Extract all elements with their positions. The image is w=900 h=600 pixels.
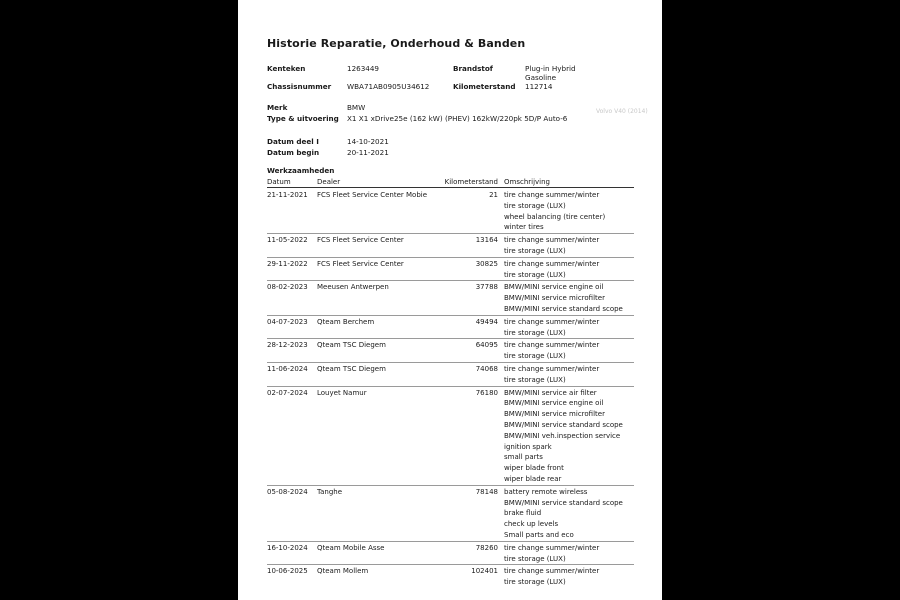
row-dealer: Qteam Berchem [317,317,375,326]
description-line: tire storage (LUX) [504,270,566,279]
description-line: tire change summer/winter [504,236,600,245]
row-date: 21-11-2021 [267,191,308,199]
row-description [504,339,634,362]
row-km: 64095 [475,341,498,350]
description-line: tire storage (LUX) [504,352,566,361]
row-description [504,387,634,485]
table-row [267,315,634,339]
row-date: 10-06-2025 [267,567,308,576]
row-km: 78260 [475,543,498,552]
table-row [267,338,634,362]
row-description [504,281,634,314]
description-line: BMW/MINI service microfilter [504,410,605,419]
row-dealer: Louyet Namur [317,388,367,397]
document-page [238,0,662,600]
col-desc: Omschrijving [504,178,550,186]
row-dealer: Meeusen Antwerpen [317,283,389,292]
row-dealer: Qteam Mobile Asse [317,543,385,552]
description-line: Small parts and eco [504,530,574,539]
chassisnummer-value: WBA71AB0905U34612 [347,82,430,91]
brandstof-value-line2: Gasoline [525,73,557,82]
row-dealer: Qteam TSC Diegem [317,341,386,350]
faded-vehicle-tag: Volvo V40 (2014) [596,108,648,115]
table-row [267,362,634,386]
brandstof-value-line1: Plug-in Hybrid [525,64,576,73]
row-dealer: Qteam Mollem [317,567,369,576]
description-line: tire change summer/winter [504,543,600,552]
kenteken-value: 1263449 [347,64,380,73]
type-label: Type & uitvoering [267,114,339,123]
datum-begin-value: 20-11-2021 [347,148,389,157]
description-line: BMW/MINI service engine oil [504,399,604,408]
chassisnummer-label: Chassisnummer [267,82,332,91]
row-date: 11-06-2024 [267,364,308,373]
table-row [267,233,634,257]
table-row [267,564,634,588]
col-km: Kilometerstand [444,178,498,186]
col-dealer: Dealer [317,178,341,186]
description-line: winter tires [504,223,544,232]
description-line: BMW/MINI service standard scope [504,498,623,507]
row-km: 78148 [475,487,498,496]
row-description [504,189,634,233]
description-line: tire storage (LUX) [504,201,566,210]
brandstof-label: Brandstof [453,64,493,73]
row-dealer: FCS Fleet Service Center [317,259,404,268]
description-line: wheel balancing (tire center) [504,212,606,221]
description-line: check up levels [504,520,559,529]
col-datum: Datum [267,178,291,186]
section-title: Werkzaamheden [267,166,335,175]
row-description [504,363,634,386]
row-dealer: FCS Fleet Service Center Mobie [317,191,428,199]
table-row [267,485,634,541]
description-line: BMW/MINI service standard scope [504,420,623,429]
merk-value: BMW [347,103,366,112]
datum-deel-label: Datum deel I [267,137,319,146]
row-description [504,542,634,565]
description-line: BMW/MINI service standard scope [504,304,623,313]
table-row [267,257,634,281]
row-date: 05-08-2024 [267,487,308,496]
row-km: 76180 [475,388,498,397]
table-row [267,386,634,485]
merk-label: Merk [267,103,288,112]
description-line: tire change summer/winter [504,317,600,326]
work-table [267,189,634,588]
description-line: BMW/MINI service air filter [504,388,597,397]
description-line: tire change summer/winter [504,259,600,268]
description-line: tire change summer/winter [504,191,600,199]
description-line: tire storage (LUX) [504,554,566,563]
row-km: 21 [489,191,498,199]
row-description [504,316,634,339]
table-row [267,189,634,233]
row-date: 16-10-2024 [267,543,308,552]
description-line: tire change summer/winter [504,341,600,350]
description-line: small parts [504,453,543,462]
row-dealer: Qteam TSC Diegem [317,364,386,373]
table-header [267,178,634,188]
description-line: ignition spark [504,442,552,451]
row-km: 102401 [471,567,498,576]
row-description [504,234,634,257]
row-description [504,486,634,541]
row-km: 74068 [475,364,498,373]
description-line: tire storage (LUX) [504,246,566,255]
datum-deel-value: 14-10-2021 [347,137,389,146]
row-date: 02-07-2024 [267,388,308,397]
row-km: 13164 [475,236,498,245]
row-km: 49494 [475,317,498,326]
kenteken-label: Kenteken [267,64,306,73]
row-date: 29-11-2022 [267,259,308,268]
description-line: wiper blade rear [504,474,562,483]
description-line: brake fluid [504,509,542,518]
kilometerstand-label: Kilometerstand [453,82,516,91]
description-line: wiper blade front [504,464,564,473]
description-line: tire storage (LUX) [504,328,566,337]
row-dealer: FCS Fleet Service Center [317,236,404,245]
description-line: BMW/MINI veh.inspection service [504,431,621,440]
description-line: BMW/MINI service engine oil [504,283,604,292]
row-date: 28-12-2023 [267,341,308,350]
row-description [504,258,634,281]
description-line: tire change summer/winter [504,567,600,576]
description-line: tire storage (LUX) [504,375,566,384]
row-description [504,565,634,588]
row-date: 04-07-2023 [267,317,308,326]
datum-begin-label: Datum begin [267,148,320,157]
type-value: X1 X1 xDrive25e (162 kW) (PHEV) 162kW/220pk 5D/P Auto-6 [347,114,568,123]
table-row [267,541,634,565]
description-line: BMW/MINI service microfilter [504,294,605,303]
row-dealer: Tanghe [317,487,343,496]
description-line: battery remote wireless [504,487,588,496]
row-date: 11-05-2022 [267,236,308,245]
description-line: tire change summer/winter [504,364,600,373]
row-date: 08-02-2023 [267,283,308,292]
table-row [267,280,634,314]
row-km: 37788 [475,283,498,292]
kilometerstand-value: 112714 [525,82,553,91]
description-line: tire storage (LUX) [504,578,566,587]
row-km: 30825 [475,259,498,268]
document-title: Historie Reparatie, Onderhoud & Banden [267,37,526,50]
